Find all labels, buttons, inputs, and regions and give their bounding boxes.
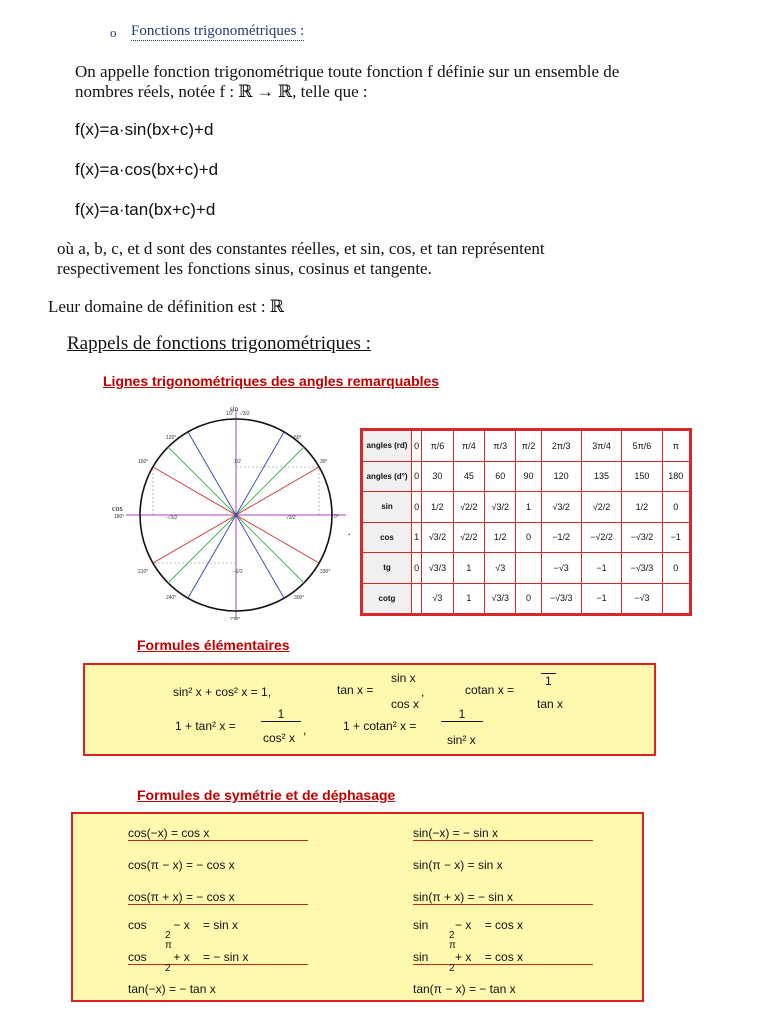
- sym-left-6: tan(−x) = − tan x: [128, 982, 216, 996]
- table-cell: 0: [412, 461, 422, 492]
- tan-den: cos x: [391, 697, 420, 711]
- sym-left-5: cos + x = − sin x: [128, 950, 308, 965]
- svg-text:120°: 120°: [166, 435, 177, 441]
- svg-text:330°: 330°: [320, 569, 331, 575]
- table-cell: 150: [622, 461, 662, 492]
- svg-text:180°: 180°: [114, 514, 125, 520]
- tan-identity-den: cos² x: [263, 731, 296, 745]
- formula-cos: f(x)=a·cos(bx+c)+d: [75, 160, 219, 179]
- svg-text:300°: 300°: [294, 595, 305, 601]
- table-cell: √2/2: [453, 492, 484, 523]
- table-cell: √3/3: [485, 583, 516, 614]
- svg-text:30°: 30°: [320, 459, 328, 465]
- table-cell: [412, 583, 422, 614]
- table-cell: 180: [662, 461, 689, 492]
- elementaires-box: [83, 663, 656, 756]
- table-cell: √2/2: [453, 522, 484, 553]
- tan-identity-num: 1: [261, 707, 301, 722]
- table-row-header: cotg: [363, 583, 412, 614]
- list-bullet: o: [110, 25, 117, 40]
- cotan-den: tan x: [537, 697, 564, 711]
- table-cell: 90: [516, 461, 541, 492]
- table-row: [363, 553, 690, 584]
- sym-right-4-frac-2: 2: [449, 930, 455, 941]
- table-cell: −√2/2: [581, 522, 621, 553]
- trig-table-grid: [362, 430, 690, 614]
- sym-left-5-frac-2: 2: [165, 963, 171, 974]
- svg-text:√3/2: √3/2: [240, 411, 250, 417]
- cotan-identity-lhs: 1 + cotan² x =: [343, 719, 417, 733]
- svg-text:210°: 210°: [138, 569, 149, 575]
- intro-line-2: nombres réels, notée f : ℝ → ℝ, telle que :: [75, 82, 368, 101]
- table-row: [363, 461, 690, 492]
- table-cell: π/3: [485, 431, 516, 462]
- sym-right-3: sin(π + x) = − sin x: [413, 890, 593, 905]
- svg-text:150°: 150°: [138, 459, 149, 465]
- table-cell: −√3: [622, 583, 662, 614]
- sym-right-5: sin + x = cos x: [413, 950, 593, 965]
- table-cell: 0: [412, 431, 422, 462]
- table-cell: 1/2: [485, 522, 516, 553]
- table-cell: [662, 583, 689, 614]
- cotan-identity-den: sin² x: [447, 733, 476, 747]
- svg-text:60°: 60°: [294, 435, 302, 441]
- table-cell: 0: [412, 553, 422, 584]
- table-cell: 120: [541, 461, 581, 492]
- svg-text:1/2: 1/2: [226, 411, 233, 417]
- table-cell: [516, 553, 541, 584]
- sym-left-4-frac-pi: π: [165, 940, 172, 951]
- circle-dot: .: [348, 527, 351, 538]
- table-cell: 3π/4: [581, 431, 621, 462]
- svg-text:270°: 270°: [230, 617, 241, 620]
- table-cell: −√3/3: [541, 583, 581, 614]
- svg-text:1/2: 1/2: [234, 459, 241, 465]
- table-cell: √3: [485, 553, 516, 584]
- table-row: [363, 431, 690, 462]
- table-cell: √3/2: [541, 492, 581, 523]
- svg-text:0°: 0°: [334, 514, 339, 520]
- table-cell: √3: [422, 583, 453, 614]
- table-cell: √3/2: [485, 492, 516, 523]
- sym-left-4-frac-2: 2: [165, 930, 171, 941]
- table-cell: −√3: [541, 553, 581, 584]
- formula-sin: f(x)=a·sin(bx+c)+d: [75, 120, 214, 139]
- table-row-header: angles (rd): [363, 431, 412, 462]
- table-cell: √2/2: [581, 492, 621, 523]
- table-cell: 60: [485, 461, 516, 492]
- cos-axis-label: cos: [112, 504, 123, 513]
- svg-text:√3/2: √3/2: [286, 515, 296, 521]
- table-cell: 1/2: [422, 492, 453, 523]
- table-cell: 1/2: [622, 492, 662, 523]
- sym-right-2: sin(π − x) = sin x: [413, 858, 503, 872]
- lignes-title: Lignes trigonométriques des angles remarquables: [103, 373, 440, 389]
- tan-comma: ,: [421, 685, 425, 699]
- table-row-header: cos: [363, 522, 412, 553]
- identity-sin-cos: sin² x + cos² x = 1,: [173, 685, 272, 699]
- table-cell: √3/3: [422, 553, 453, 584]
- table-row-header: sin: [363, 492, 412, 523]
- tan-identity-comma: ,: [303, 723, 307, 737]
- table-cell: −1: [581, 553, 621, 584]
- table-row-header: angles (d°): [363, 461, 412, 492]
- symetrie-box: [71, 812, 644, 1002]
- table-cell: 1: [516, 492, 541, 523]
- svg-text:-√3/2: -√3/2: [166, 515, 178, 521]
- table-cell: 30: [422, 461, 453, 492]
- trig-values-table: [360, 428, 692, 616]
- tan-lhs: tan x =: [337, 683, 374, 697]
- table-cell: 2π/3: [541, 431, 581, 462]
- sym-right-4-frac-pi: π: [449, 940, 456, 951]
- desc-line-1: où a, b, c, et d sont des constantes réelles, et sin, cos, et tan représentent: [57, 239, 545, 258]
- table-cell: 0: [412, 492, 422, 523]
- table-cell: −√3/3: [622, 553, 662, 584]
- table-cell: 5π/6: [622, 431, 662, 462]
- table-cell: 1: [412, 522, 422, 553]
- table-cell: π/6: [422, 431, 453, 462]
- symetrie-title: Formules de symétrie et de déphasage: [137, 787, 396, 803]
- table-cell: 0: [662, 492, 689, 523]
- table-row: [363, 522, 690, 553]
- svg-text:240°: 240°: [166, 595, 177, 601]
- table-cell: 0: [516, 583, 541, 614]
- svg-text:-1/2: -1/2: [234, 569, 243, 575]
- table-row: [363, 583, 690, 614]
- table-cell: −1/2: [541, 522, 581, 553]
- trig-circle-diagram: [110, 405, 360, 620]
- table-row-header: tg: [363, 553, 412, 584]
- sym-right-4: sin − x = cos x: [413, 918, 524, 932]
- tan-num: sin x: [391, 671, 416, 685]
- sym-right-1: sin(−x) = − sin x: [413, 826, 593, 841]
- table-cell: −1: [662, 522, 689, 553]
- table-cell: π/2: [516, 431, 541, 462]
- sym-left-1: cos(−x) = cos x: [128, 826, 308, 841]
- table-cell: 1: [453, 583, 484, 614]
- table-cell: 45: [453, 461, 484, 492]
- table-cell: 1: [453, 553, 484, 584]
- rappels-title: Rappels de fonctions trigonométriques :: [67, 333, 371, 354]
- table-cell: π: [662, 431, 689, 462]
- table-cell: π/4: [453, 431, 484, 462]
- table-cell: −√3/2: [622, 522, 662, 553]
- table-cell: −1: [581, 583, 621, 614]
- cotan-lhs: cotan x =: [465, 683, 515, 697]
- cotan-num: 1: [541, 673, 556, 688]
- cotan-identity-num: 1: [441, 707, 483, 722]
- section-title: Fonctions trigonométriques :: [131, 23, 305, 39]
- sin-axis-label: sin: [230, 405, 239, 413]
- desc-line-2: respectivement les fonctions sinus, cosinus et tangente.: [57, 259, 432, 278]
- tan-identity-lhs: 1 + tan² x =: [175, 719, 236, 733]
- table-cell: 0: [662, 553, 689, 584]
- sym-right-6: tan(π − x) = − tan x: [413, 982, 516, 996]
- table-cell: 0: [516, 522, 541, 553]
- intro-line-1: On appelle fonction trigonométrique toute fonction f définie sur un ensemble de: [75, 62, 620, 81]
- sym-left-2: cos(π − x) = − cos x: [128, 858, 235, 872]
- formula-tan: f(x)=a·tan(bx+c)+d: [75, 200, 216, 219]
- sym-right-5-frac-2: 2: [449, 963, 455, 974]
- table-row: [363, 492, 690, 523]
- sym-left-4: cos − x = sin x: [128, 918, 239, 932]
- domain-text: Leur domaine de définition est : ℝ: [48, 297, 285, 316]
- elementaires-title: Formules élémentaires: [137, 637, 290, 653]
- table-cell: 135: [581, 461, 621, 492]
- table-cell: √3/2: [422, 522, 453, 553]
- sym-left-3: cos(π + x) = − cos x: [128, 890, 308, 905]
